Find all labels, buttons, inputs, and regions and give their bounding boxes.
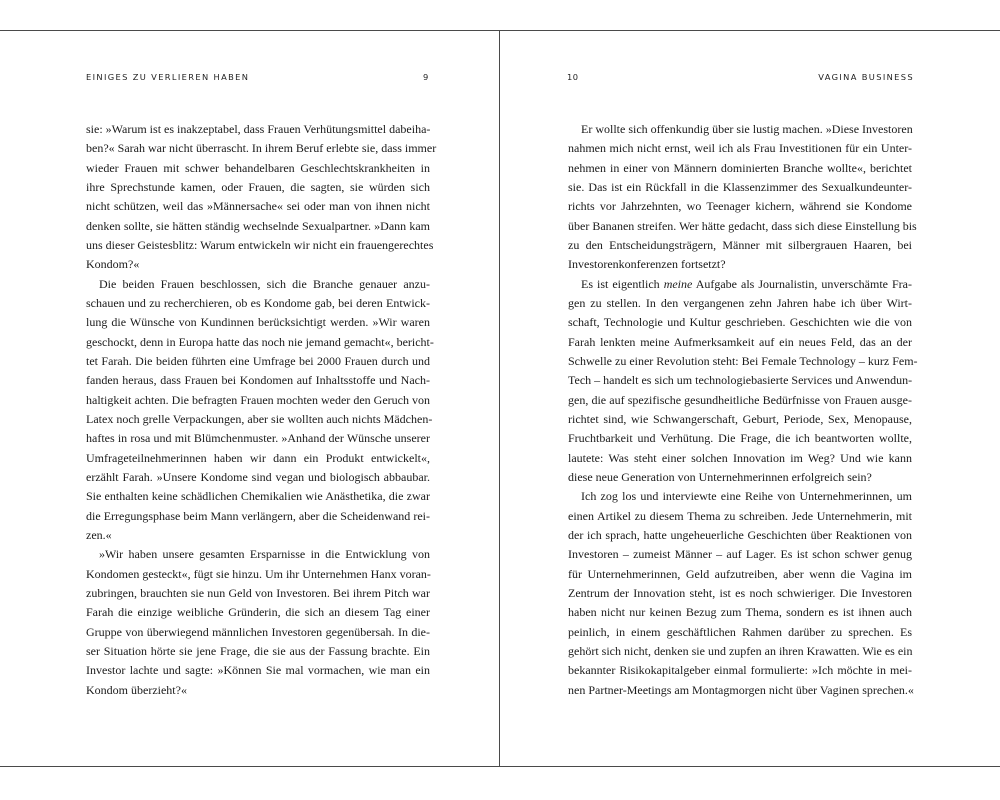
text-line: Gruppe von überwiegend männlichen Investoren gegenübersah. In die- [86,624,430,639]
text-line: Investorenkonferenzen fortsetzt? [568,257,726,272]
text-line: Sie enthalten keine schädlichen Chemikalien wie Anästhetika, die zwar [86,489,430,504]
text-line: sie. Das ist ein Rückfall in die Klassenzimmer des Sexualkundeunter- [568,179,912,194]
text-line: bekannter Risikokapitalgeber einmal formulierte: »Ich möchte in mei- [568,663,912,678]
text-line: nen Partner-Meetings am Montagmorgen nicht über Vaginen sprechen.« [568,682,914,697]
text-line: Zentrum der Innovation steht, ist es noch schwieriger. Die Investoren [568,585,912,600]
text-line: Investor lachte und sagte: »Können Sie mal vormachen, wie man ein [86,663,430,678]
text-line: uns dieser Geistesblitz: Warum entwickeln wir nicht ein frauengerechtes [86,237,434,252]
text-line: nicht schützen, weil das »Männersache« sei oder man von ihnen nicht [86,199,430,214]
right-page [500,30,1000,767]
emphasized-word: meine [663,276,693,291]
text-line: zu den Entscheidungsträgern, Männer mit silbergrauen Haaren, bei [568,237,912,252]
text-line: richtet sind, wie Schwangerschaft, Geburt, Periode, Sex, Menopause, [568,411,912,426]
text-line [568,275,912,294]
text-line: haltigkeit achten. Die befragten Frauen mochten weder den Geruch von [86,392,430,407]
text-line: tet Farah. Die beiden führten eine Umfrage bei 2000 Frauen durch und [86,353,430,368]
text-line: für Unternehmerinnen, Geld aufzutreiben, aber wenn die Vagina im [568,566,912,581]
text-line: Ich zog los und interviewte eine Reihe von Unternehmerinnen, um [581,489,912,504]
text-line: lautete: Was steht einer solchen Innovation im Weg? Und wie kann [568,450,912,465]
text-line: »Wir haben unsere gesamten Ersparnisse in die Entwicklung von [99,547,430,562]
text-line: über Bananen streifen. Wer hätte gedacht, dass sich diese Einstellung bis [568,218,917,233]
text-line: sie: »Warum ist es inakzeptabel, dass Frauen Verhütungsmittel dabeiha- [86,122,431,136]
text-line: Er wollte sich offenkundig über sie lustig machen. »Diese Investoren [581,122,913,136]
text-line: die Erregungsphase beim Mann verlängern, aber die Scheidenwand rei- [86,508,430,523]
text-line: peinlich, in einem geschäftlichen Rahmen darüber zu sprechen. Es [568,624,912,639]
running-head-title-left: EINIGES ZU VERLIEREN HABEN [86,72,250,82]
text-line: nahmen mich nicht ernst, weil ich als Frau Investitionen für ein Unter- [568,141,912,156]
text-line: Farah die einzige weibliche Gründerin, die sich an diesem Tag einer [86,605,430,620]
text-line: schaft, Technologie und Kultur geschrieben. Geschichten wie die von [568,315,912,330]
text-line: ser Situation hörte sie jene Frage, die sie aus der Fassung brachte. Ein [86,643,430,658]
left-page [0,30,500,767]
text-line: geschockt, denn in Europa hatte das noch nie jemand gemacht«, bericht- [86,334,434,349]
text-line: fanden heraus, dass Frauen bei Kondomen auf Inhaltsstoffe und Nach- [86,373,430,388]
text-line: Latex noch grelle Verpackungen, aber sie wollten auch nichts Mädchen- [86,411,433,426]
text-line: zen.« [86,527,112,542]
text-line: richts vor Jahrzehnten, wo Teenager kichern, während sie Kondome [568,199,912,214]
text-line: denken sollte, sie hätten ständig wechselnde Sexualpartner. »Dann kam [86,218,430,233]
page-number-right: 10 [567,72,579,82]
text-line: gen zu stellen. In den vergangenen zehn Jahren habe ich über Wirt- [568,295,912,310]
text-line-segment: Aufgabe als Journalistin, unverschämte Fra- [692,276,912,291]
text-line: schauen und zu recherchieren, ob es Kondome gab, bei deren Entwick- [86,295,430,310]
text-line: einen Artikel zu diesem Thema zu schreiben. Jede Unternehmerin, mit [568,508,912,523]
text-line: erzählt Farah. »Unsere Kondome sind vegan und biologisch abbaubar. [86,469,430,484]
text-line: haftes in rosa und mit Blümchenmuster. »Anhand der Wünsche unserer [86,431,430,446]
text-line: Schwelle zu einer Revolution steht: Bei Female Technology – kurz Fem- [568,353,918,368]
text-line: Kondomen gesteckt«, fügt sie hinzu. Um ihr Unternehmen Hanx voran- [86,566,431,581]
text-line: der ich sprach, hatte ungeheuerliche Geschichten über Reaktionen von [568,527,912,542]
text-line: haben nicht nur keinen Bezug zum Thema, sondern es ist ihnen auch [568,605,912,620]
text-line: Kondom?« [86,257,140,272]
text-line: zubringen, brauchten sie nun Geld von Investoren. Bei ihrem Pitch war [86,585,430,600]
text-line: Farah lenkten meine Aufmerksamkeit auf ein neues Feld, das an der [568,334,912,349]
text-line: ihre Sprechstunde kamen, oder Frauen, die sagten, sie würden sich [86,179,430,194]
text-line: Investoren – zumeist Männer – auf Lager. Es ist schon schwer genug [568,547,912,562]
page-number-left: 9 [423,72,429,82]
text-line: ben?« Sarah war nicht überrascht. In ihrem Beruf erlebte sie, dass immer [86,141,437,156]
text-line: gen, die auf spezifische gesundheitliche Bedürfnisse von Frauen ausge- [568,392,912,407]
text-line: Umfrageteilnehmerinnen haben wir dann ein Produkt entwickelt«, [86,450,430,465]
text-line-segment: Es ist eigentlich [581,276,664,291]
text-line: Die beiden Frauen beschlossen, sich die Branche genauer anzu- [99,276,430,291]
text-line: diese neue Generation von Unternehmerinnen erfolgreich sein? [568,469,872,484]
text-line: Tech – handelt es sich um technologiebasierte Services und Anwendun- [568,373,913,388]
text-line: gehört sich nicht, denken sie und zupfen an ihren Krawatten. Wie es ein [568,643,913,658]
text-line: wieder Frauen mit schwer behandelbaren Geschlechtskrankheiten in [86,160,430,175]
text-line: nehmen in einer von Männern dominierten Branche wollte«, berichtet [568,160,912,175]
right-page-body [568,120,918,700]
text-line: lung die Wünsche von Kundinnen berücksichtigt werden. »Wir waren [86,315,430,330]
text-line: Fruchtbarkeit und Verhütung. Die Frage, die ich beantworten wollte, [568,431,912,446]
left-page-body [86,120,437,700]
text-line: Kondom überzieht?« [86,682,187,697]
running-head-title-right: VAGINA BUSINESS [818,72,914,82]
